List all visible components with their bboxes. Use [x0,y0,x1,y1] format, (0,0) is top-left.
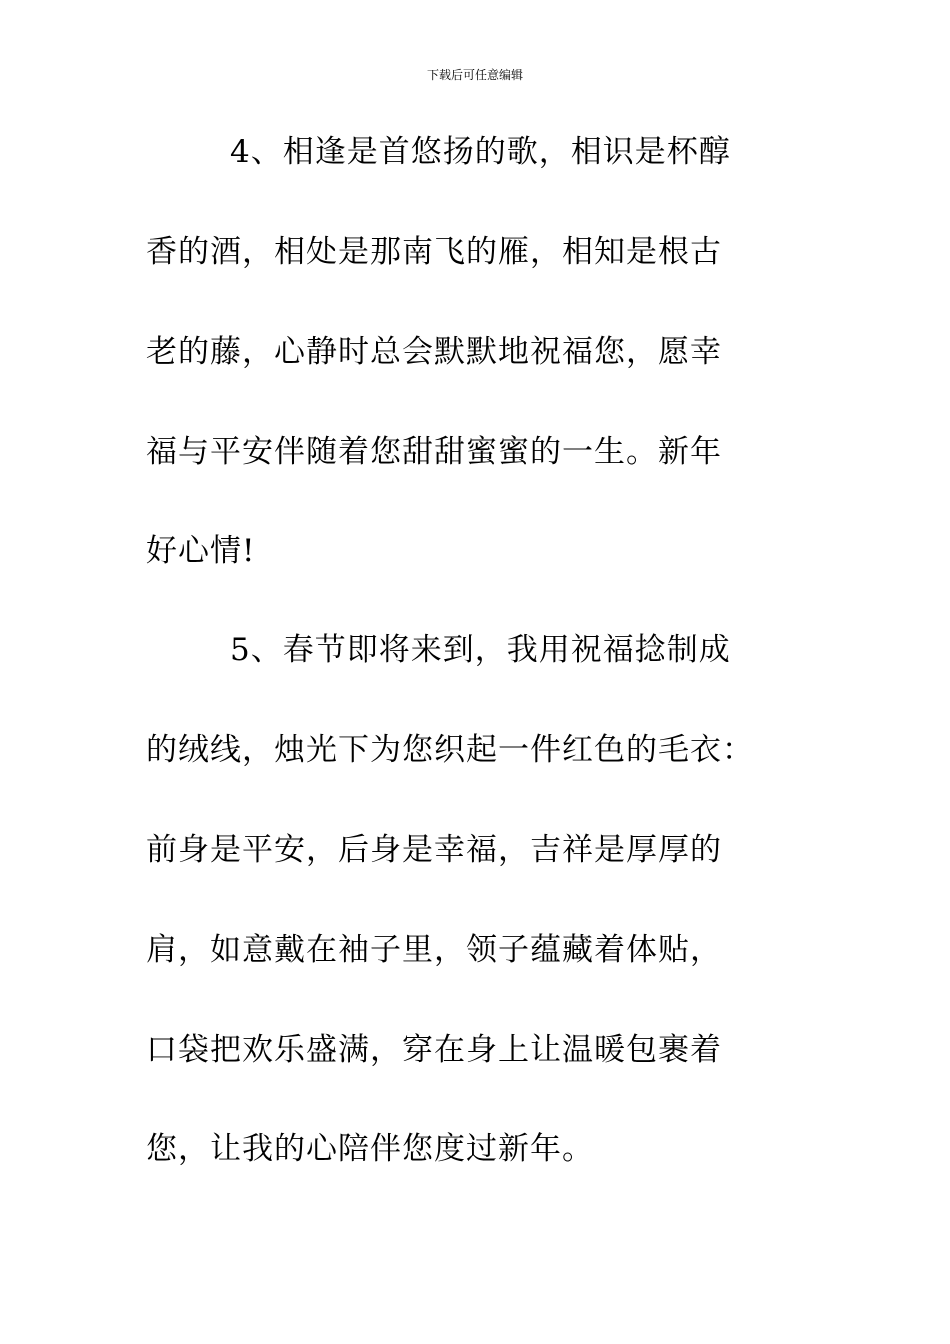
text-line: 5、春节即将来到，我用祝福捻制成 [230,632,731,668]
text-line: 香的酒，相处是那南飞的雁，相知是根古 [146,234,722,270]
text-line: 您，让我的心陪伴您度过新年。 [146,1131,594,1167]
page-header: 下载后可任意编辑 [426,68,523,82]
text-line: 4、相逢是首悠扬的歌，相识是杯醇 [230,134,731,170]
text-line: 口袋把欢乐盛满，穿在身上让温暖包裹着 [146,1032,722,1068]
text-line: 前身是平安，后身是幸福，吉祥是厚厚的 [146,832,722,868]
text-line: 老的藤，心静时总会默默地祝福您，愿幸 [146,334,722,370]
text-line: 肩，如意戴在袖子里，领子蕴藏着体贴， [146,932,722,968]
text-line: 福与平安伴随着您甜甜蜜蜜的一生。新年 [146,434,722,470]
text-line: 好心情! [146,533,256,569]
text-line: 的绒线，烛光下为您织起一件红色的毛衣： [146,732,754,768]
